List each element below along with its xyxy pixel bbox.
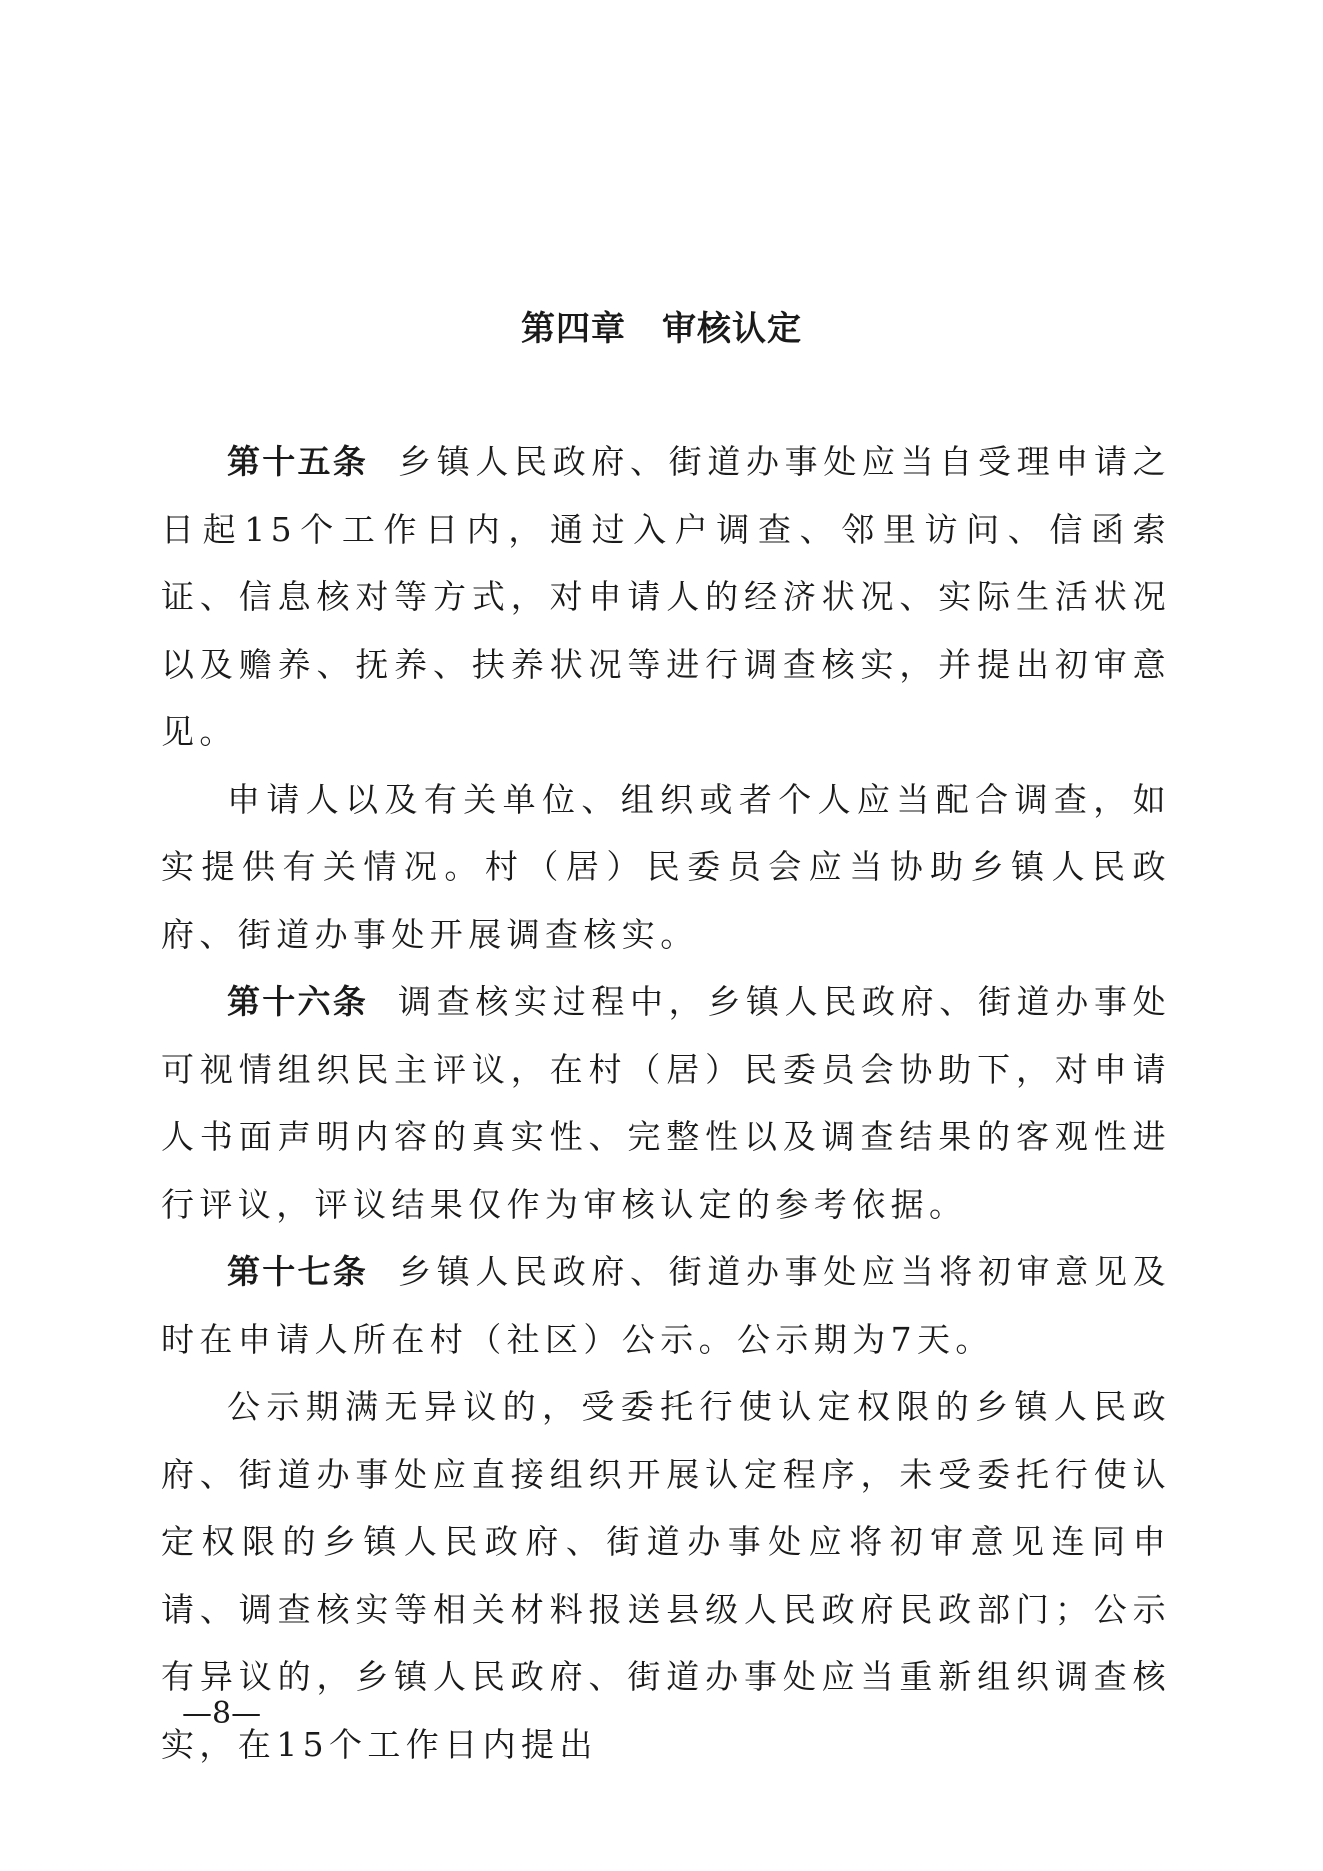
- paragraph-article-16: [161, 968, 1171, 1238]
- document-body: [161, 428, 1171, 1778]
- paragraph-text: 申请人以及有关单位、组织或者个人应当配合调查，如实提供有关情况。村（居）民委员会应当协助乡镇人民政府、街道办事处开展调查核实。: [161, 779, 1171, 954]
- page-number: —8—: [182, 1696, 262, 1731]
- paragraph-text: 乡镇人民政府、街道办事处应当自受理申请之日起15个工作日内，通过入户调查、邻里访问、信函索证、信息核对等方式，对申请人的经济状况、实际生活状况以及赡养、抚养、扶养状况等进行调查核实，并提出初审意见。: [161, 442, 1172, 751]
- paragraph: [161, 766, 1171, 969]
- chapter-title: 审核认定: [662, 309, 802, 349]
- article-number: 第十七条: [227, 1252, 369, 1291]
- paragraph-text: 公示期满无异议的，受委托行使认定权限的乡镇人民政府、街道办事处应直接组织开展认定程序，未受委托行使认定权限的乡镇人民政府、街道办事处应将初审意见连同申请、调查核实等相关材料报送县级人民政府民政部门；公示有异议的，乡镇人民政府、街道办事处应当重新组织调查核实，在15个工作日内提出: [161, 1387, 1171, 1764]
- chapter-heading: [0, 306, 1323, 352]
- paragraph-text: 乡镇人民政府、街道办事处应当将初审意见及时在申请人所在村（社区）公示。公示期为7天。: [161, 1252, 1172, 1359]
- paragraph-article-17: [161, 1238, 1171, 1373]
- paragraph-article-15: [161, 428, 1171, 766]
- article-number: 第十五条: [227, 442, 369, 481]
- chapter-number: 第四章: [521, 309, 626, 349]
- paragraph: [161, 1373, 1171, 1778]
- paragraph-text: 调查核实过程中，乡镇人民政府、街道办事处可视情组织民主评议，在村（居）民委员会协助下，对申请人书面声明内容的真实性、完整性以及调查结果的客观性进行评议，评议结果仅作为审核认定的参考依据。: [161, 982, 1172, 1224]
- article-number: 第十六条: [227, 982, 369, 1021]
